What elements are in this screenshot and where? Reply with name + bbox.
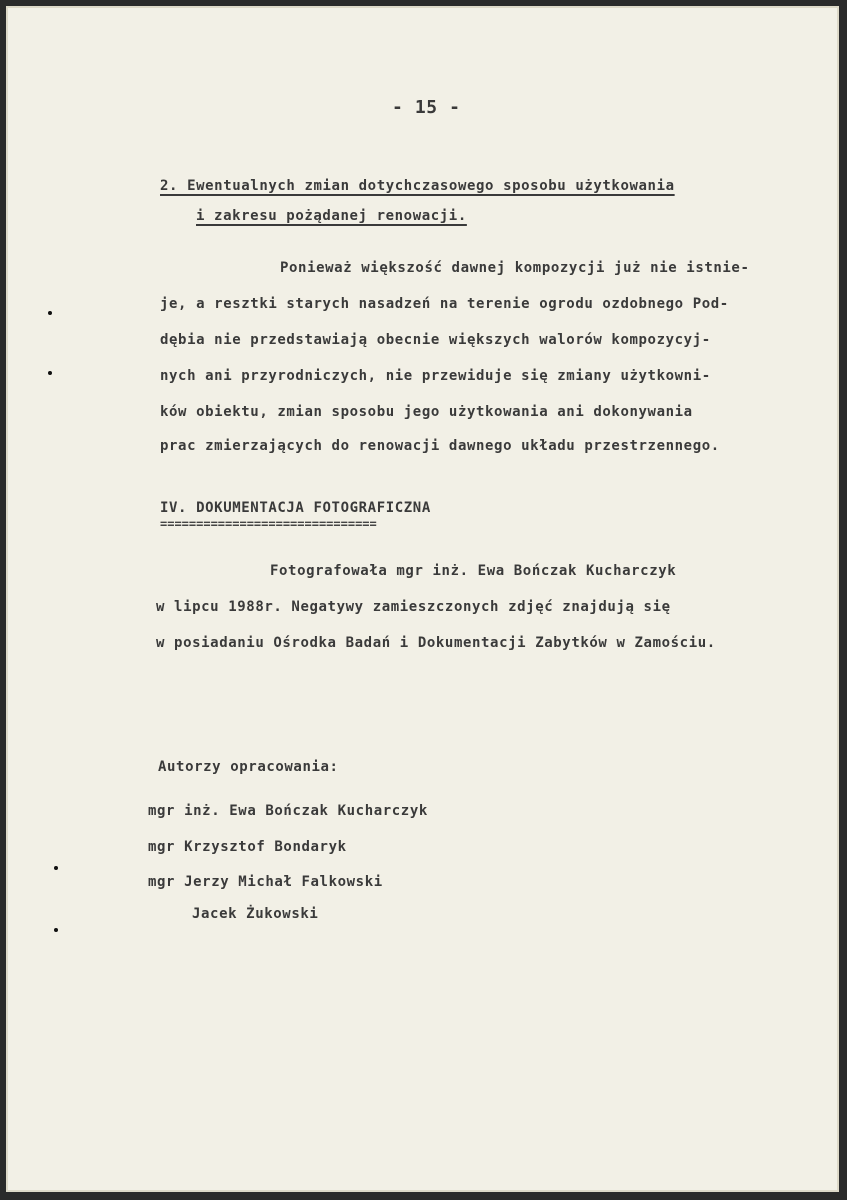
section-4-heading-double-underline: ============================== xyxy=(160,517,377,531)
section-2-paragraph-line: nych ani przyrodniczych, nie przewiduje się zmiany użytkowni- xyxy=(160,368,711,384)
binding-hole-mark xyxy=(48,371,52,375)
author-name: Jacek Żukowski xyxy=(192,906,319,922)
section-4-paragraph-line: Fotografowała mgr inż. Ewa Bończak Kucharczyk xyxy=(270,563,677,579)
section-2-heading-line-2: i zakresu pożądanej renowacji. xyxy=(196,208,467,224)
binding-hole-mark xyxy=(54,928,58,932)
section-2-heading-line-1: 2. Ewentualnych zmian dotychczasowego sposobu użytkowania xyxy=(160,178,675,194)
section-4-paragraph-line: w posiadaniu Ośrodka Badań i Dokumentacji Zabytków w Zamościu. xyxy=(156,635,716,651)
page-number: - 15 - xyxy=(392,97,461,118)
binding-hole-mark xyxy=(48,311,52,315)
binding-hole-mark xyxy=(54,866,58,870)
section-4-heading: IV. DOKUMENTACJA FOTOGRAFICZNA xyxy=(160,500,431,516)
section-2-paragraph-line: dębia nie przedstawiają obecnie większych walorów kompozycyj- xyxy=(160,332,711,348)
section-4-paragraph-line: w lipcu 1988r. Negatywy zamieszczonych zdjęć znajdują się xyxy=(156,599,671,615)
authors-label: Autorzy opracowania: xyxy=(158,759,339,775)
section-2-paragraph-line: je, a resztki starych nasadzeń na terenie ogrodu ozdobnego Pod- xyxy=(160,296,729,312)
author-name: mgr Jerzy Michał Falkowski xyxy=(148,874,383,890)
section-2-paragraph-line: ków obiektu, zmian sposobu jego użytkowania ani dokonywania xyxy=(160,404,693,420)
section-2-paragraph-line: Ponieważ większość dawnej kompozycji już nie istnie- xyxy=(280,260,750,276)
author-name: mgr inż. Ewa Bończak Kucharczyk xyxy=(148,803,428,819)
section-2-paragraph-line: prac zmierzających do renowacji dawnego układu przestrzennego. xyxy=(160,438,720,454)
author-name: mgr Krzysztof Bondaryk xyxy=(148,839,347,855)
document-page xyxy=(6,6,839,1192)
